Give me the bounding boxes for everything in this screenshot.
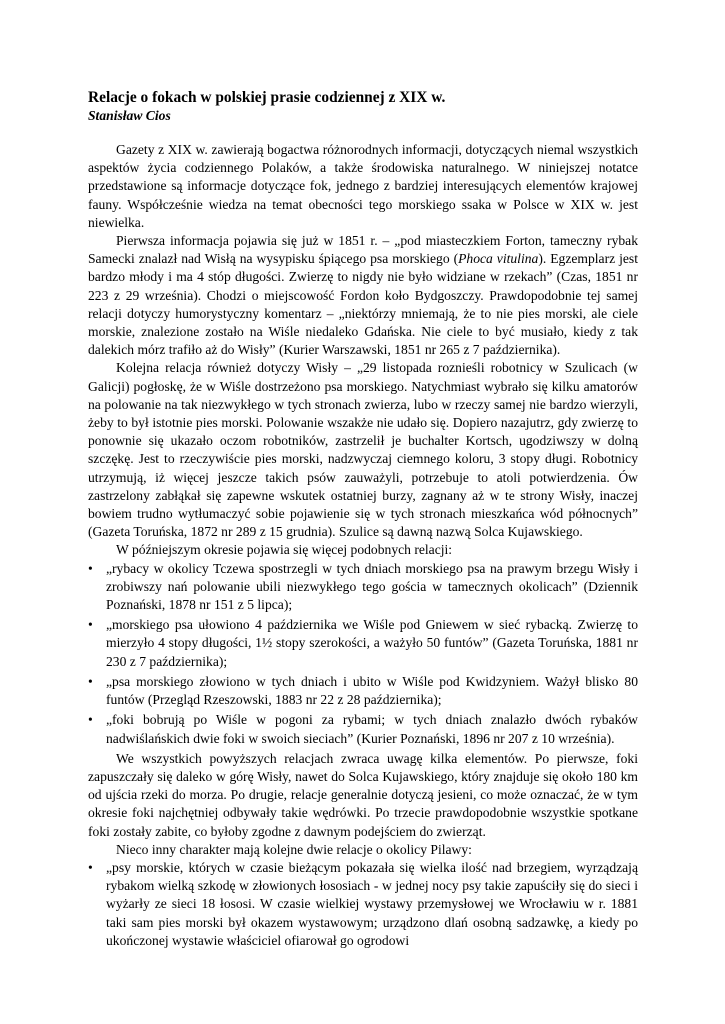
paragraph-second-report: Kolejna relacja również dotyczy Wisły – „29 listopada roznieśli robotnicy w Szulicach (w Galicji) pogłoskę, że w Wiśle dostrzeżono psa morskiego. Natychmiast wybrało się kilku amatorów na polowanie na tak niezwykłego w tych stronach zwierza, lubo w rzeczy samej nie bardzo wierzyli, żeby to był istotnie pies morski. Polowanie wszakże nie udało się. Dopiero nazajutrz, gdy zwierzę to ponownie się ukazało oczom robotników, zastrzelił je buchalter Kortsch, ugodziwszy w dolną szczękę. Jest to rzeczywiście pies morski, nadzwyczaj ciemnego koloru, 3 stopy długi. Robotnicy utrzymują, iż więcej jeszcze takich psów zauważyli, potrzebuje to atoli potwierdzenia. Ów zastrzelony zabłąkał się zapewne wskutek ostatniej burzy, zagnany aż w te strony Wisły, inaczej bowiem trudno wytłumaczyć sobie pojawienie się w tych stronach mieszkańca wód północnych” (Gazeta Toruńska, 1872 nr 289 z 15 grudnia). Szulice są dawną nazwą Solca Kujawskiego. <box>88 360 638 540</box>
list-item <box>88 560 638 615</box>
paragraph-first-report <box>88 232 638 359</box>
species-name: Phoca vitulina <box>458 251 539 267</box>
pilawa-reports-list <box>88 859 638 950</box>
list-item-text: „foki bobrują po Wiśle w pogoni za rybami; w tych dniach znalazło dwóch rybaków nadwiślańskich dwie foki w swoich sieciach” (Kurier Poznański, 1896 nr 207 z 10 września). <box>106 712 638 746</box>
list-item <box>88 616 638 671</box>
list-item <box>88 859 638 950</box>
list-item <box>88 711 638 747</box>
bullet-icon: • <box>88 859 93 875</box>
list-item-text: „rybacy w okolicy Tczewa spostrzegli w tych dniach morskiego psa na prawym brzegu Wisły i zrobiwszy nań polowanie ubili niezwykłego tego gościa w tamecznych okolicach” (Dziennik Poznański, 1878 nr 151 z 5 lipca); <box>106 560 638 613</box>
document-author: Stanisław Cios <box>88 108 171 123</box>
list-item <box>88 673 638 709</box>
document-title: Relacje o fokach w polskiej prasie codziennej z XIX w. <box>88 89 446 106</box>
reports-list <box>88 560 638 748</box>
bullet-icon: • <box>88 712 93 728</box>
list-item-text: „psy morskie, których w czasie bieżącym pokazała się wielka ilość nad brzegiem, wyrządzają rybakom wielką szkodę w złowionych łososiach - w jednej nocy psy takie zapuściły się do sieci i wyżarły ze sieci 18 łososi. W czasie wielkiej wystawy przemysłowej we Wrocławiu w r. 1881 taki sam pies morski był okazem wystawowym; urządzono dlań osobną sadzawkę, a kiedy po ukończonej wystawie właściciel ofiarował go ogrodowi <box>106 859 638 948</box>
paragraph-later-reports: W późniejszym okresie pojawia się więcej podobnych relacji: <box>116 542 453 558</box>
paragraph-text: ). Egzemplarz jest bardzo młody i ma 4 stóp długości. Zwierzę to nigdy nie było widziane w rzekach” (Czas, 1851 nr 223 z 29 września). Chodzi o miejscowość Fordon koło Bydgoszczy. Prawdopodobnie tej samej relacji dotyczy humorystyczny komentarz – „niektórzy mniemają, że to nie pies morski, ale ciele morskie, znalezione zostało na Wiśle niedaleko Gdańska. Nie ciele to być musiało, kiedy z tak dalekich mórz trafiło aż do Wisły” (Kurier Warszawski, 1851 nr 265 z 7 października). <box>88 251 638 358</box>
bullet-icon: • <box>88 673 93 689</box>
bullet-icon: • <box>88 617 93 633</box>
paragraph-summary: We wszystkich powyższych relacjach zwraca uwagę kilka elementów. Po pierwsze, foki zapuszczały się daleko w górę Wisły, nawet do Solca Kujawskiego, który znajduje się około 180 km od ujścia rzeki do morza. Po drugie, relacje generalnie dotyczą jesieni, co może oznaczać, że w tym okresie foki najchętniej odbywały takie wędrówki. Po trzecie prawdopodobnie wszystkie spotkane foki zostały zabite, co byłoby zgodne z dawnym podejściem do zwierząt. <box>88 750 638 839</box>
paragraph-text: Pierwsza informacja pojawia się już w 1851 r. – „pod miasteczkiem Forton, tameczny rybak Samecki znalazł nad Wisłą na wysypisku śpiącego psa morskiego ( <box>88 233 638 267</box>
list-item-text: „psa morskiego złowiono w tych dniach i ubito w Wiśle pod Kwidzyniem. Ważył blisko 80 funtów (Przegląd Rzeszowski, 1883 nr 22 z 28 października); <box>106 673 638 708</box>
paragraph-pilawa-intro: Nieco inny charakter mają kolejne dwie relacje o okolicy Pilawy: <box>116 841 472 857</box>
list-item-text: „morskiego psa ułowiono 4 października we Wiśle pod Gniewem w sieć rybacką. Zwierzę to mierzyło 4 stopy długości, 1½ stopy szerokości, a ważyło 50 funtów” (Gazeta Toruńska, 1881 nr 230 z 7 października); <box>106 617 638 669</box>
paragraph-intro: Gazety z XIX w. zawierają bogactwa różnorodnych informacji, dotyczących niemal wszystkich aspektów życia codziennego Polaków, a także środowiska naturalnego. W niniejszej notatce przedstawione są informacje dotyczące fok, jednego z bardziej interesujących elementów krajowej fauny. Współcześnie wiedza na temat obecności tego morskiego ssaka w Polsce w XIX w. jest niewielka. <box>88 142 638 230</box>
bullet-icon: • <box>88 560 93 576</box>
document-page <box>88 88 638 952</box>
